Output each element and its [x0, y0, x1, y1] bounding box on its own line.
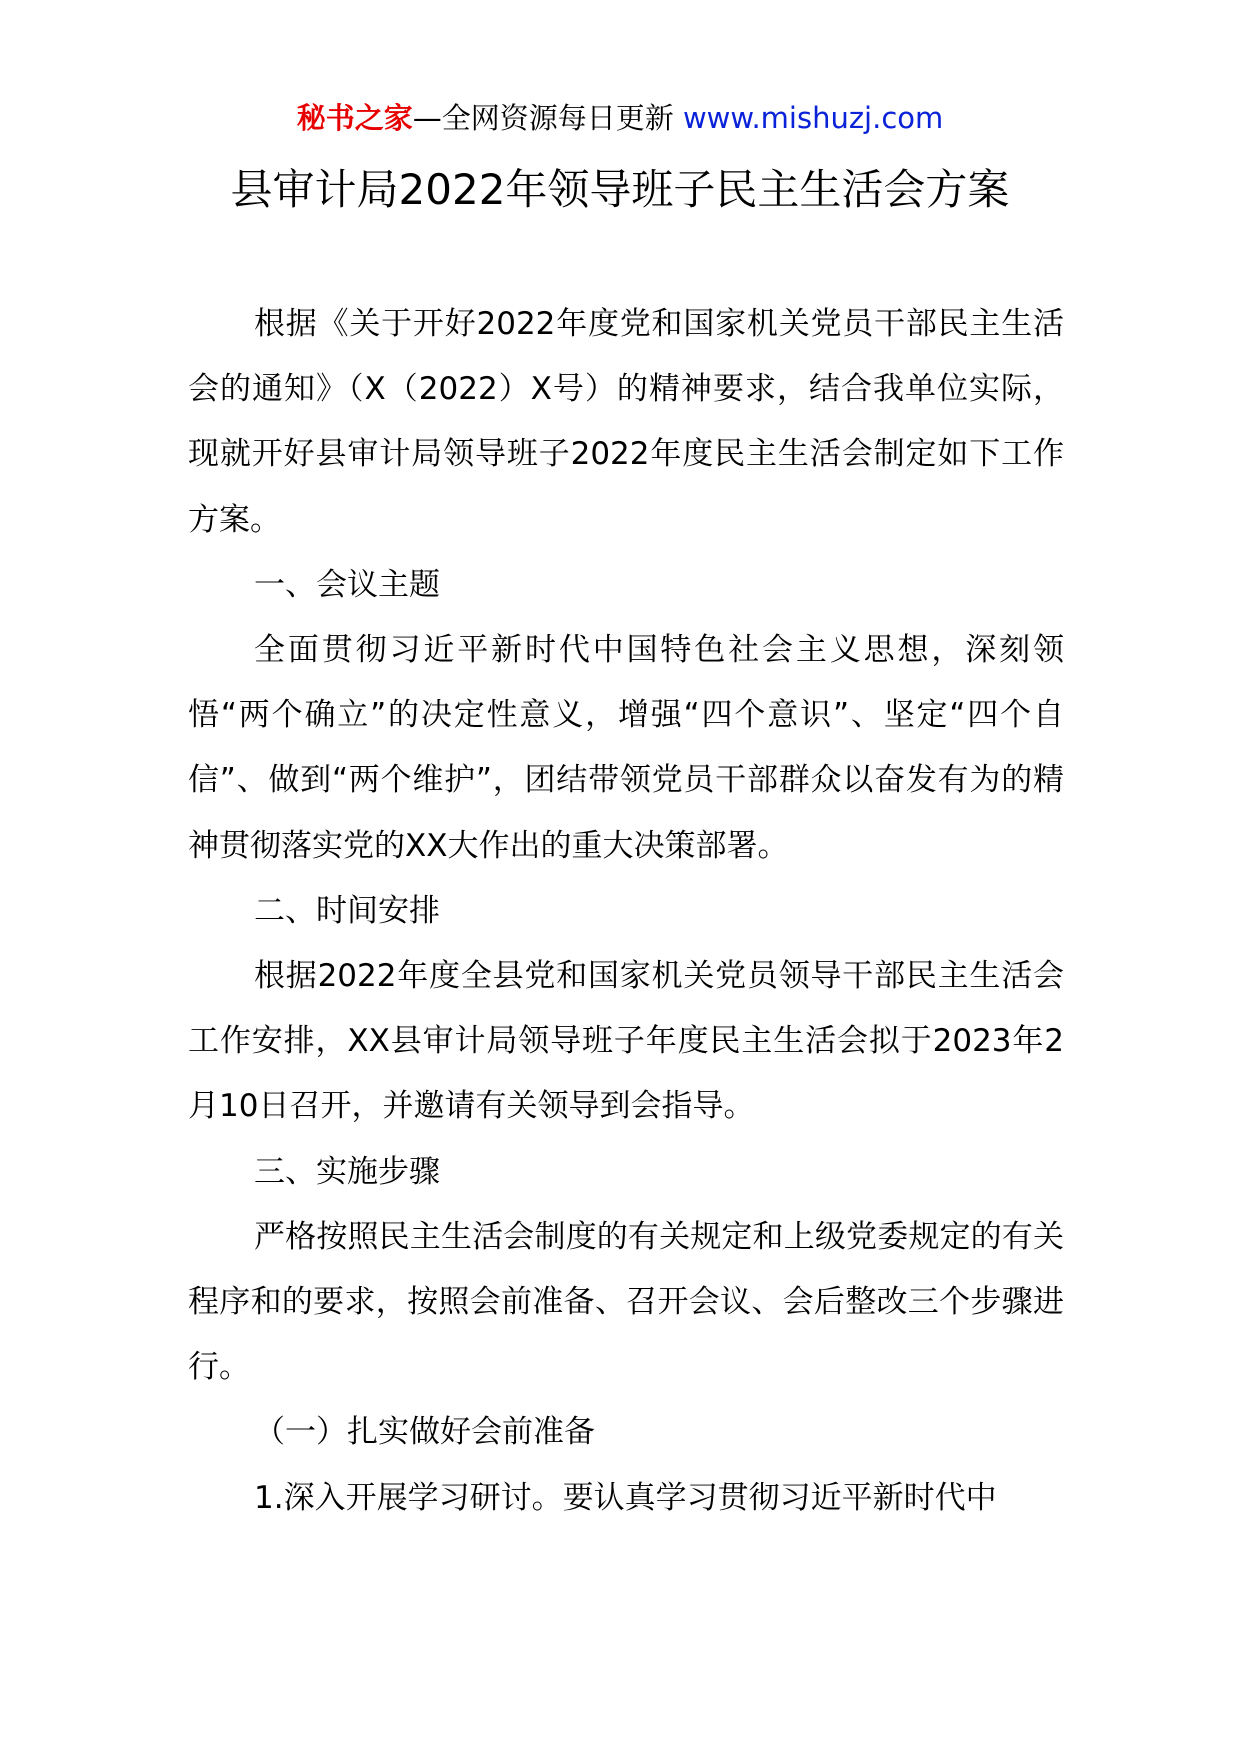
- site-url-link[interactable]: www.mishuzj.com: [682, 101, 944, 135]
- subsection-heading-preparation: （一）扎实做好会前准备: [254, 1414, 595, 1451]
- intro-paragraph: 根据《关于开好2022年度党和国家机关党员干部民主生活会的通知》（X（2022）X号）的精神要求，结合我单位实际，现就开好县审计局领导班子2022年度民主生活会制定如下工作方案。: [188, 306, 1064, 538]
- steps-paragraph: 严格按照民主生活会制度的有关规定和上级党委规定的有关程序和的要求，按照会前准备、召开会议、会后整改三个步骤进行。: [188, 1218, 1064, 1386]
- section-heading-theme: 一、会议主题: [254, 566, 440, 603]
- site-brand: 秘书之家: [296, 101, 413, 135]
- site-header: [0, 98, 1240, 138]
- section-heading-schedule: 二、时间安排: [254, 892, 440, 929]
- preparation-item-1: 1.深入开展学习研讨。要认真学习贯彻习近平新时代中: [254, 1479, 997, 1516]
- section-heading-steps: 三、实施步骤: [254, 1153, 440, 1190]
- theme-paragraph: 全面贯彻习近平新时代中国特色社会主义思想，深刻领悟“两个确立”的决定性意义，增强“四个意识”、坚定“四个自信”、做到“两个维护”，团结带领党员干部群众以奋发有为的精神贯彻落实党的XX大作出的重大决策部署。: [188, 632, 1064, 864]
- document-title: 县审计局2022年领导班子民主生活会方案: [230, 165, 1010, 214]
- document-body: [188, 292, 1064, 1531]
- schedule-paragraph: 根据2022年度全县党和国家机关党员领导干部民主生活会工作安排，XX县审计局领导班子年度民主生活会拟于2023年2月10日召开，并邀请有关领导到会指导。: [188, 958, 1064, 1125]
- site-slogan: —全网资源每日更新: [412, 101, 683, 135]
